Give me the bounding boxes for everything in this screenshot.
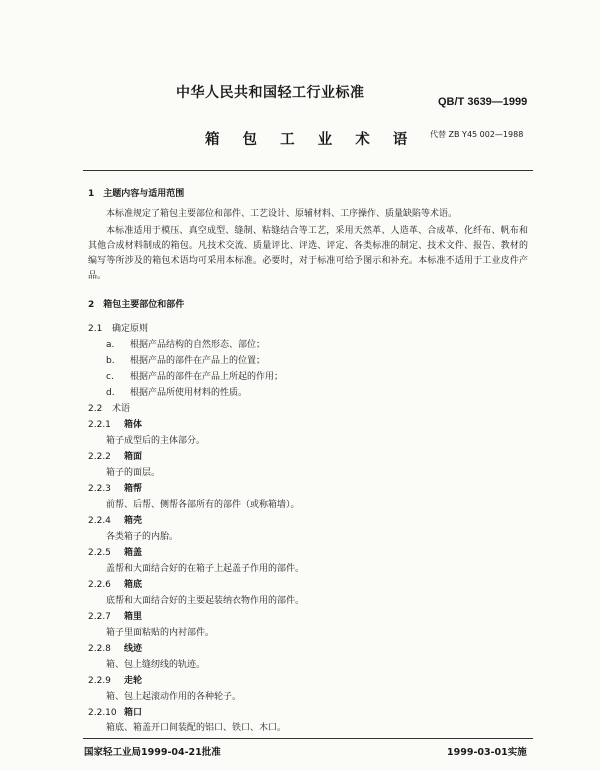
- list-item: [106, 369, 283, 382]
- term-definition: 底帮和大面结合好的主要起装纳衣物作用的部件。: [106, 596, 305, 606]
- clause-number: 2.2: [88, 404, 103, 414]
- clause-number: 2.1: [88, 324, 103, 334]
- approval-info: 国家轻工业局1999-04-21批准: [84, 747, 221, 758]
- clause-2-1: [88, 321, 148, 334]
- term-entry: [88, 417, 142, 430]
- replaces-standard: 代替 ZB Y45 002—1988: [430, 130, 524, 139]
- term-name: 箱口: [124, 708, 143, 718]
- list-item-text: 根据产品结构的自然形态、部位；: [130, 340, 266, 350]
- clause-label: 确定原则: [112, 324, 149, 334]
- term-number: 2.2.3: [88, 484, 111, 494]
- term-name: 箱面: [124, 452, 143, 462]
- footer-divider: [83, 738, 533, 739]
- section-1-heading: 1 主题内容与适用范围: [88, 189, 185, 199]
- term-name: 走轮: [124, 676, 143, 686]
- term-definition: 前帮、后帮、侧帮各部所有的部件（或称箱墙）。: [106, 500, 300, 510]
- list-item-text: 根据产品的部件在产品上的位置；: [130, 356, 266, 366]
- document-title: 箱 包 工 业 术 语: [205, 132, 417, 148]
- section-1-paragraph: 本标准规定了箱包主要部位和部件、工艺设计、原辅材料、工序操作、质量缺陷等术语。: [106, 209, 458, 219]
- term-name: 箱盖: [124, 548, 143, 558]
- term-definition: 盖帮和大面结合好的在箱子上起盖子作用的部件。: [106, 564, 305, 574]
- term-number: 2.2.1: [88, 420, 111, 430]
- term-number: 2.2.7: [88, 612, 111, 622]
- clause-label: 术语: [112, 404, 131, 414]
- term-definition: 各类箱子的内胎。: [106, 532, 179, 542]
- list-item-text: 根据产品所使用材料的性质。: [130, 388, 248, 398]
- list-item: [106, 353, 265, 366]
- term-name: 箱体: [124, 420, 143, 430]
- term-number: 2.2.6: [88, 580, 111, 590]
- term-name: 箱壳: [124, 516, 143, 526]
- term-entry: [88, 705, 142, 718]
- term-entry: [88, 577, 142, 590]
- term-number: 2.2.2: [88, 452, 111, 462]
- term-number: 2.2.8: [88, 644, 111, 654]
- term-definition: 箱、包上缝纫线的轨迹。: [106, 660, 206, 670]
- section-2-heading: 2 箱包主要部位和部件: [88, 300, 185, 310]
- term-entry: [88, 513, 142, 526]
- list-item: [106, 385, 247, 398]
- term-entry: [88, 641, 142, 654]
- term-entry: [88, 673, 142, 686]
- term-entry: [88, 609, 142, 622]
- term-definition: 箱子的面层。: [106, 468, 161, 478]
- term-definition: 箱子里面粘贴的内衬部件。: [106, 628, 215, 638]
- term-name: 箱帮: [124, 484, 143, 494]
- term-name: 箱里: [124, 612, 143, 622]
- list-item-letter: d.: [106, 388, 115, 398]
- term-definition: 箱底、箱盖开口间装配的铝口、铁口、木口。: [106, 723, 287, 733]
- issuing-organization: 中华人民共和国轻工行业标准: [176, 85, 365, 101]
- term-number: 2.2.10: [88, 708, 117, 718]
- section-1-paragraph: 本标准适用于模压、真空成型、缝制、粘缝结合等工艺，采用天然革、人造革、合成革、化纤布、帆布和其他合成材料制成的箱包。凡技术交流、质量评比、评选、评定、各类标准的制定、技术文件、报告、教材的编写等所涉及的箱包术语均可采用本标准。必要时，对于标准可给予图示和补充。本标准不适用于工业皮件产品。: [88, 226, 528, 281]
- list-item-letter: a.: [106, 340, 115, 350]
- term-entry: [88, 449, 142, 462]
- clause-2-2: [88, 401, 130, 414]
- implementation-date: 1999-03-01实施: [447, 747, 527, 758]
- list-item-text: 根据产品的部件在产品上所起的作用；: [130, 372, 284, 382]
- term-number: 2.2.9: [88, 676, 111, 686]
- standard-number: QB/T 3639—1999: [438, 96, 528, 108]
- header-divider: [83, 170, 533, 171]
- term-number: 2.2.4: [88, 516, 111, 526]
- term-name: 箱底: [124, 580, 143, 590]
- term-entry: [88, 481, 142, 494]
- term-number: 2.2.5: [88, 548, 111, 558]
- term-definition: 箱、包上起滚动作用的各种轮子。: [106, 692, 242, 702]
- term-entry: [88, 545, 142, 558]
- term-name: 线迹: [124, 644, 143, 654]
- list-item-letter: c.: [106, 372, 114, 382]
- list-item: [106, 337, 265, 350]
- list-item-letter: b.: [106, 356, 115, 366]
- term-definition: 箱子成型后的主体部分。: [106, 436, 206, 446]
